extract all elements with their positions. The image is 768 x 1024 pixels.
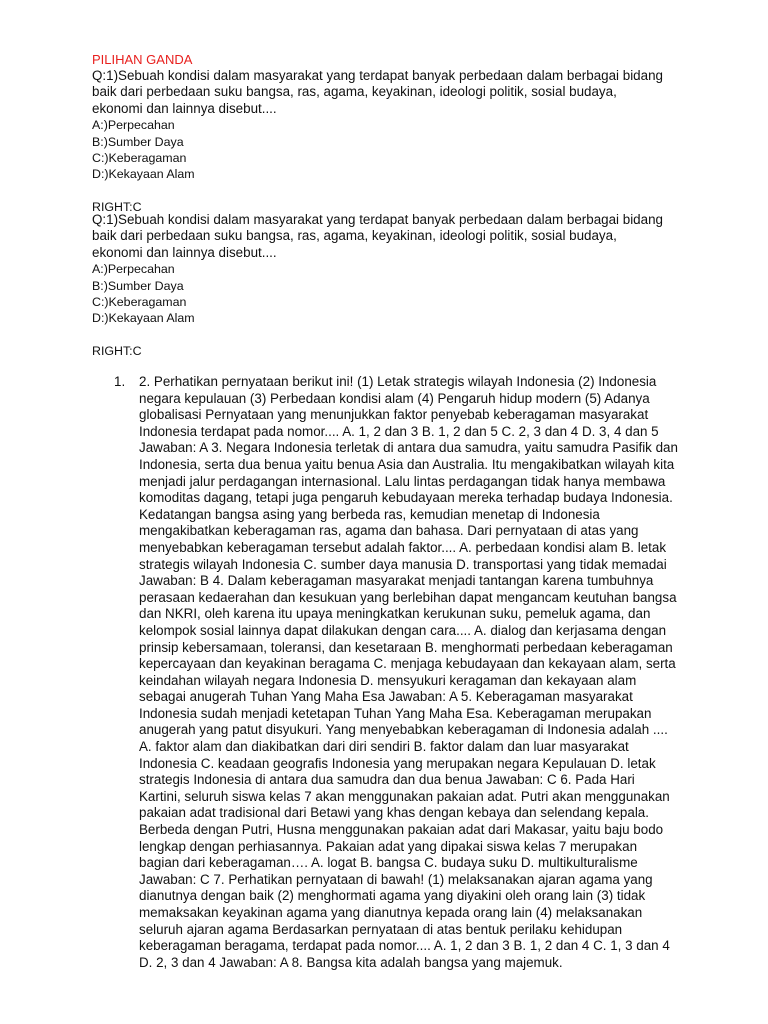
list-item-text: 2. Perhatikan pernyataan berikut ini! (1) Letak strategis wilayah Indonesia (2) Indonesia negara kepulauan (3) Perbedaan kondisi alam (4) Pengaruh hidup modern (5) Adanya globalisasi Pernyataan yang menunjukkan faktor penyebab keberagaman masyarakat Indonesia terdapat pada nomor.... A. 1, 2 dan 3 B. 1, 2 dan 5 C. 2, 3 dan 4 D. 3, 4 dan 5 Jawaban: A 3. Negara Indonesia terletak di antara dua samudra, yaitu samudra Pasifik dan Indonesia, serta dua benua yaitu benua Asia dan Australia. Itu mengakibatkan wilayah kita menjadi jalur perdagangan internasional. Lalu lintas perdagangan tidak hanya membawa komoditas dagang, tetapi juga pengaruh kebudayaan mereka terhadap budaya Indonesia. Kedatangan bangsa asing yang berbeda ras, kemudian menetap di Indonesia mengakibatkan keberagaman ras, agama dan bahasa. Dari pernyataan di atas yang menyebabkan keberagaman tersebut adalah faktor.... A. perbedaan kondisi alam B. letak strategis wilayah Indonesia C. sumber daya manusia D. transportasi yang tidak memadai Jawaban: B 4. Dalam keberagaman masyarakat menjadi tantangan karena tumbuhnya perasaan kedaerahan dan kesukuan yang berlebihan dapat mengancam keutuhan bangsa dan NKRI, oleh karena itu upaya meningkatkan kerukunan suku, pemeluk agama, dan kelompok sosial lainnya dapat dilakukan dengan cara.... A. dialog dan kerjasama dengan prinsip kebersamaan, toleransi, dan kesetaraan B. menghormati perbedaan keberagaman kepercayaan dan keyakinan beragama C. menjaga kebudayaan dan kekayaan alam, serta keindahan wilayah negara Indonesia D. mensyukuri keragaman dan kekayaan alam sebagai anugerah Tuhan Yang Maha Esa Jawaban: A 5. Keberagaman masyarakat Indonesia sudah menjadi ketetapan Tuhan Yang Maha Esa. Keberagaman merupakan anugerah yang patut disyukuri. Yang menyebabkan keberagaman di Indonesia adalah .... A. faktor alam dan diakibatkan dari diri sendiri B. faktor dalam dan luar masyarakat Indonesia C. keadaan geografis Indonesia yang merupakan negara Kepulauan D. letak strategis Indonesia di antara dua samudra dan dua benua Jawaban: C 6. Pada Hari Kartini, seluruh siswa kelas 7 akan menggunakan pakaian adat. Putri akan menggunakan pakaian adat tradisional dari Betawi yang khas dengan kebaya dan selendang kepala. Berbeda dengan Putri, Husna menggunakan pakaian adat dari Makasar, yaitu baju bodo lengkap dengan perhiasannya. Pakaian adat yang dipakai siswa kelas 7 merupakan bagian dari keberagaman…. A. logat B. bangsa C. budaya suku D. multikulturalisme Jawaban: C 7. Perhatikan pernyataan di bawah! (1) melaksanakan ajaran agama yang dianutnya dengan baik (2) menghormati agama yang diyakini oleh orang lain (3) tidak memaksakan keyakinan agama yang dianutnya kepada orang lain (4) melaksanakan seluruh ajaran agama Berdasarkan pernyataan di atas bentuk perilaku kehidupan keberagaman beragama, terdapat pada nomor.... A. 1, 2 dan 3 B. 1, 2 dan 4 C. 1, 3 dan 4 D. 2, 3 dan 4 Jawaban: A 8. Bangsa kita adalah bangsa yang majemuk. (139, 374, 678, 970)
question-text: Q:1)Sebuah kondisi dalam masyarakat yang terdapat banyak perbedaan dalam berbagai bidang baik dari perbedaan suku bangsa, ras, agama, keyakinan, ideologi politik, sosial budaya, ekonomi dan lainnya disebut.... (92, 68, 663, 116)
question-block-2 (92, 212, 667, 359)
answer-key: RIGHT:C (92, 199, 142, 214)
section-title: PILIHAN GANDA (92, 52, 193, 67)
option-d: D:)Kekayaan Alam (92, 167, 195, 182)
list-number: 1. (114, 374, 126, 389)
question-block-1 (92, 52, 667, 215)
numbered-list (114, 374, 678, 971)
option-d: D:)Kekayaan Alam (92, 311, 195, 326)
option-a: A:)Perpecahan (92, 262, 175, 277)
option-c: C:)Keberagaman (92, 295, 187, 310)
option-a: A:)Perpecahan (92, 118, 175, 133)
option-b: B:)Sumber Daya (92, 278, 184, 293)
option-c: C:)Keberagaman (92, 151, 187, 166)
answer-key: RIGHT:C (92, 343, 142, 358)
question-text: Q:1)Sebuah kondisi dalam masyarakat yang terdapat banyak perbedaan dalam berbagai bidang baik dari perbedaan suku bangsa, ras, agama, keyakinan, ideologi politik, sosial budaya, ekonomi dan lainnya disebut.... (92, 212, 663, 260)
option-b: B:)Sumber Daya (92, 134, 184, 149)
